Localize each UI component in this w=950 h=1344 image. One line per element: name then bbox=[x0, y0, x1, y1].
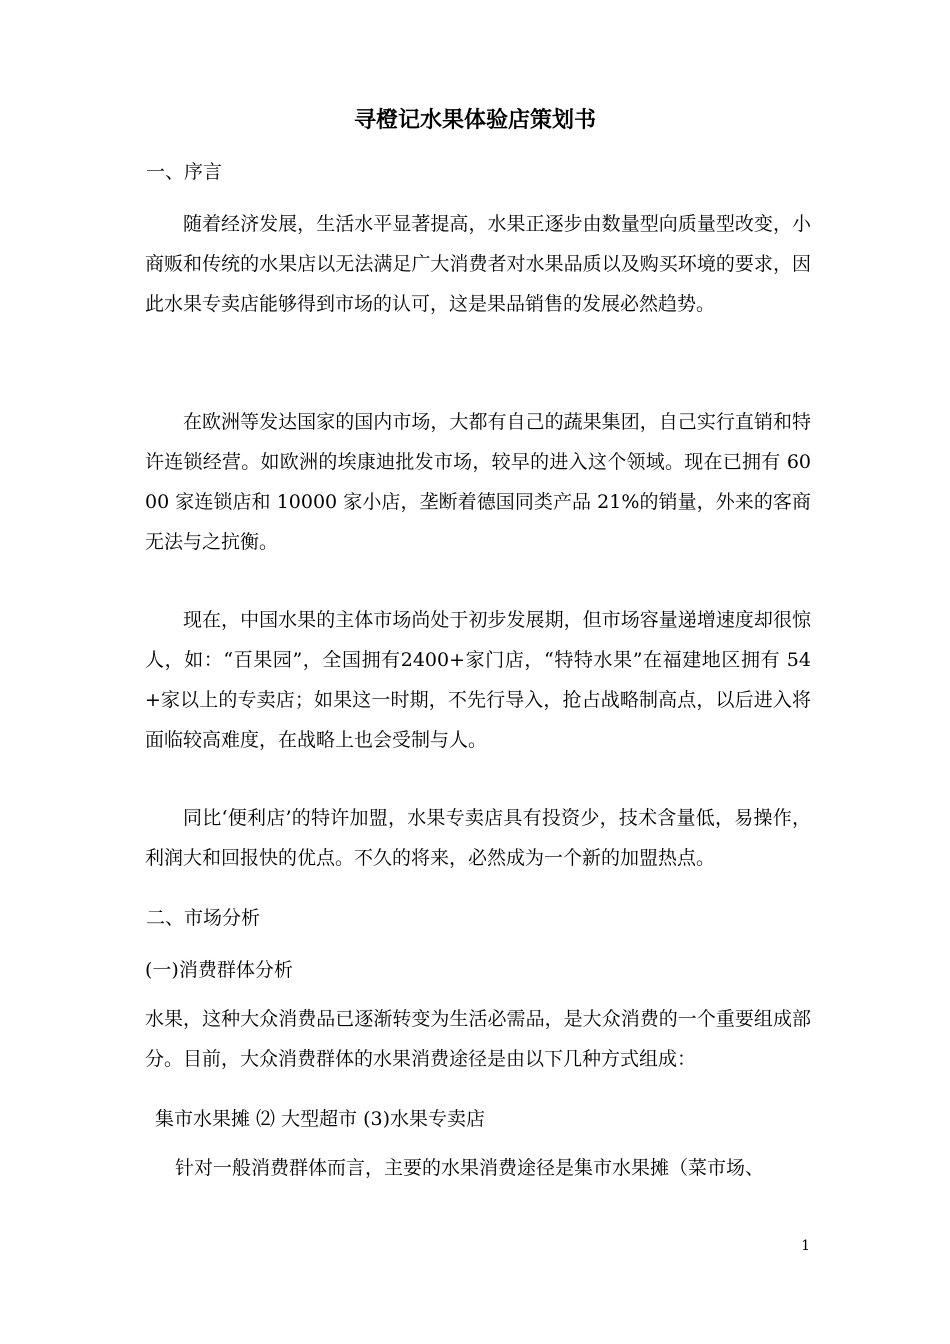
paragraph: 随着经济发展，生活水平显著提高，水果正逐步由数量型向质量型改变，小商贩和传统的水果店以无法满足广大消费者对水果品质以及购买环境的要求，因此水果专卖店能够得到市场的认可，这是果品销售的发展必然趋势。 bbox=[145, 213, 811, 315]
section-heading-market-analysis: 二、市场分析 bbox=[146, 907, 261, 929]
consumption-channels-list: 集市水果摊 ⑵ 大型超市 (3)水果专卖店 bbox=[155, 1108, 486, 1130]
paragraph: 针对一般消费群体而言，主要的水果消费途径是集市水果摊（菜市场、 bbox=[175, 1157, 765, 1179]
paragraph: 在欧洲等发达国家的国内市场，大都有自己的蔬果集团，自己实行直销和特许连锁经营。如欧洲的埃康迪批发市场，较早的进入这个领域。现在已拥有 6000 家连锁店和 10000 家小店，垄断着德国同类产品 21%的销量，外来的客商无法与之抗衡。 bbox=[145, 411, 811, 553]
paragraph: 同比‘便利店’的特许加盟，水果专卖店具有投资少，技术含量低，易操作，利润大和回报快的优点。不久的将来，必然成为一个新的加盟热点。 bbox=[145, 807, 811, 869]
paragraph: 水果，这种大众消费品已逐渐转变为生活必需品，是大众消费的一个重要组成部分。目前，大众消费群体的水果消费途径是由以下几种方式组成： bbox=[145, 1008, 811, 1070]
subsection-heading-consumer-analysis: (一)消费群体分析 bbox=[145, 959, 293, 981]
document-title: 寻橙记水果体验店策划书 bbox=[353, 107, 596, 133]
paragraph: 现在，中国水果的主体市场尚处于初步发展期，但市场容量递增速度却很惊人，如：“百果园”，全国拥有2400+家门店，“特特水果”在福建地区拥有 54+家以上的专卖店；如果这一时期，不先行导入，抢占战略制高点，以后进入将面临较高难度，在战略上也会受制与人。 bbox=[145, 609, 811, 751]
page-number: 1 bbox=[801, 1238, 810, 1254]
section-heading-preface: 一、序言 bbox=[146, 161, 223, 183]
